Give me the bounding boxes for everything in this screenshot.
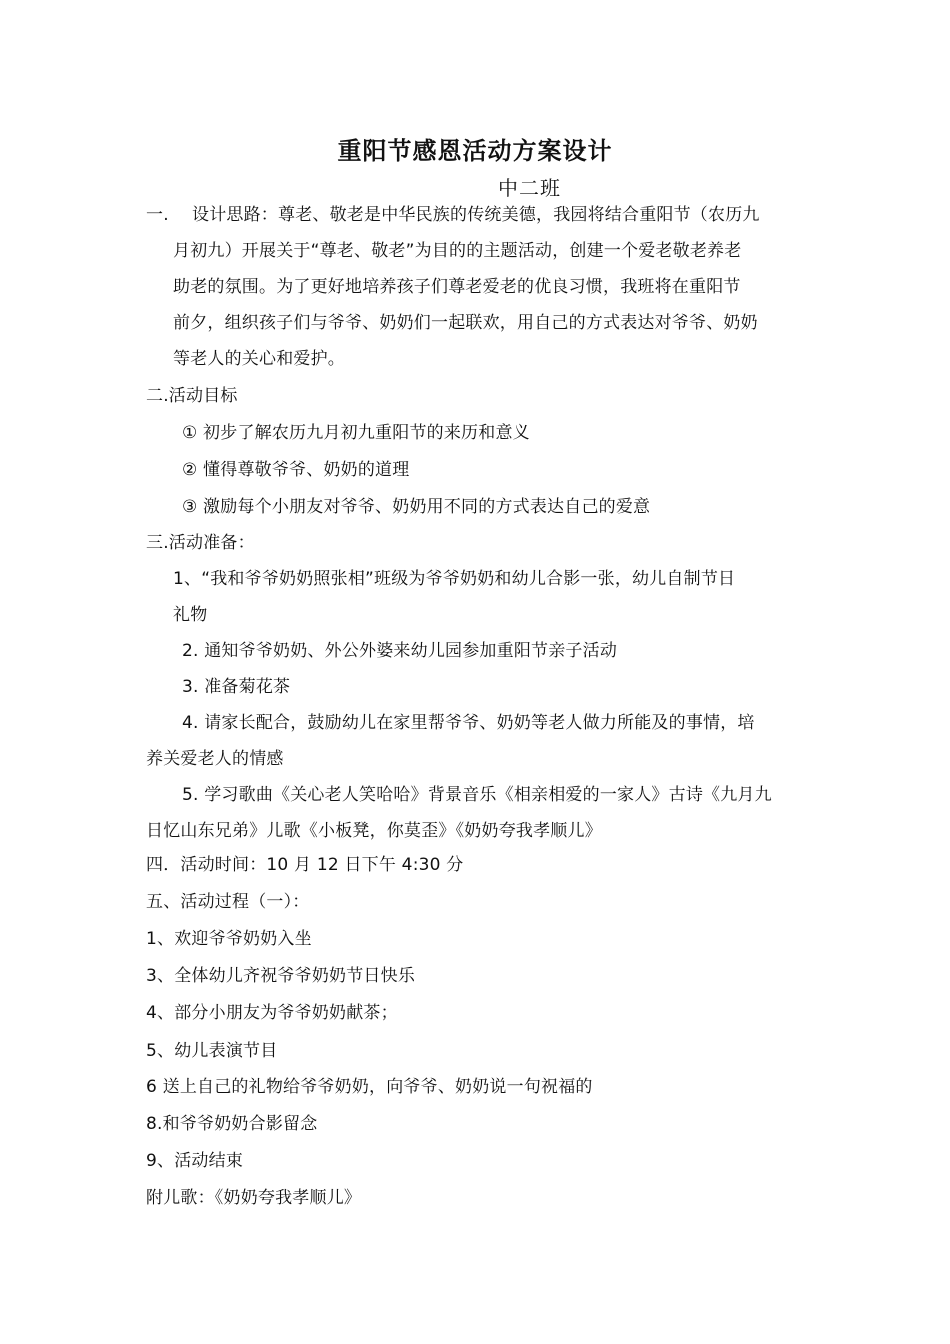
section-idea-line-1: 设计思路：尊老、敬老是中华民族的传统美德，我园将结合重阳节（农历九 (192, 205, 760, 225)
process-step-4: 4、部分小朋友为爷爷奶奶献茶； (146, 1003, 398, 1023)
goal-item-2: ② 懂得尊敬爷爷、奶奶的道理 (182, 460, 410, 480)
document-title: 重阳节感恩活动方案设计 (337, 137, 613, 165)
section-preparation-heading: 三.活动准备： (146, 533, 255, 553)
section-idea-line-2: 月初九）开展关于“尊老、敬老”为目的的主题活动，创建一个爱老敬老养老 (173, 241, 742, 261)
preparation-item-4-line-1: 4. 请家长配合，鼓励幼儿在家里帮爷爷、奶奶等老人做力所能及的事情，培 (182, 713, 755, 733)
process-step-6: 6 送上自己的礼物给爷爷奶奶，向爷爷、奶奶说一句祝福的 (146, 1077, 593, 1097)
preparation-item-2: 2. 通知爷爷奶奶、外公外婆来幼儿园参加重阳节亲子活动 (182, 641, 618, 661)
preparation-item-5-line-2: 日忆山东兄弟》儿歌《小板凳，你莫歪》《奶奶夸我孝顺儿》 (146, 821, 602, 841)
process-step-8: 8.和爷爷奶奶合影留念 (146, 1114, 318, 1134)
preparation-item-1-line-2: 礼物 (173, 605, 208, 625)
section-idea-line-4: 前夕，组织孩子们与爷爷、奶奶们一起联欢，用自己的方式表达对爷爷、奶奶 (173, 313, 758, 333)
section-idea-line-5: 等老人的关心和爱护。 (173, 349, 345, 369)
process-step-5: 5、幼儿表演节目 (146, 1041, 278, 1061)
preparation-item-3: 3. 准备菊花茶 (182, 677, 291, 697)
process-step-3: 3、全体幼儿齐祝爷爷奶奶节日快乐 (146, 966, 416, 986)
appendix-song: 附儿歌：《奶奶夸我孝顺儿》 (146, 1188, 362, 1208)
preparation-item-1-line-1: 1、“我和爷爷奶奶照张相”班级为爷爷奶奶和幼儿合影一张，幼儿自制节日 (173, 569, 736, 589)
preparation-item-5-line-1: 5. 学习歌曲《关心老人笑哈哈》背景音乐《相亲相爱的一家人》古诗《九月九 (182, 785, 772, 805)
goal-item-3: ③ 激励每个小朋友对爷爷、奶奶用不同的方式表达自己的爱意 (182, 497, 651, 517)
preparation-item-4-line-2: 养关爱老人的情感 (146, 749, 284, 769)
section-goals-heading: 二.活动目标 (146, 386, 238, 406)
process-step-9: 9、活动结束 (146, 1151, 244, 1171)
class-name: 中二班 (498, 176, 561, 200)
section-idea-line-3: 助老的氛围。为了更好地培养孩子们尊老爱老的优良习惯，我班将在重阳节 (173, 277, 741, 297)
process-step-1: 1、欢迎爷爷奶奶入坐 (146, 929, 312, 949)
section-time: 四．活动时间：10 月 12 日下午 4:30 分 (146, 855, 464, 875)
goal-item-1: ① 初步了解农历九月初九重阳节的来历和意义 (182, 423, 530, 443)
section-process-heading: 五、活动过程（一）： (146, 892, 310, 912)
section-idea-heading: 一. (146, 205, 169, 225)
